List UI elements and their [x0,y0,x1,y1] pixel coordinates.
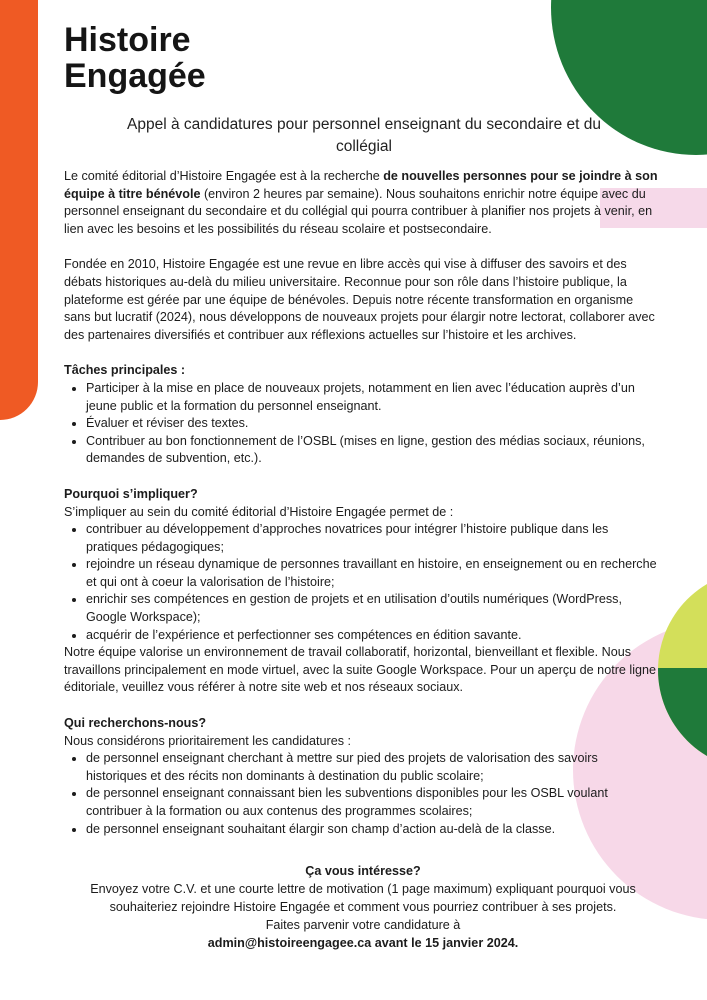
who-heading: Qui recherchons-nous? [64,716,207,731]
intro-bold-text: de nouvelles personnes pour se joindre à son équipe à titre bénévole [64,169,658,201]
tasks-list [64,380,662,468]
intro-paragraph [64,168,662,238]
green-half-decoration [658,668,707,770]
lime-green-circle-decoration [658,570,707,770]
list-item: • de personnel enseignant souhaitant élargir son champ d’action au-delà de la classe. [86,821,662,839]
orange-side-bar [0,0,38,420]
about-paragraph: Fondée en 2010, Histoire Engagée est une revue en libre accès qui vise à diffuser des savoirs et des débats historiques au-delà du milieu universitaire. Reconnue pour son rôle dans l’histoire publique, la plateforme est gérée par une équipe de bénévoles. Depuis notre récente transformation en organisme sans but lucratif (2024), nous développons de nouveaux projets pour élargir notre lectorat, collaborer avec des partenaires diversifiés et contribuer aux réflexions actuelles sur l’histoire et les archives. [64,257,655,342]
who-list [64,750,662,838]
list-item: • de personnel enseignant cherchant à mettre sur pied des projets de valorisation des savoirs historiques et des récits non dominants à destination du public scolaire; [86,750,662,785]
who-section [64,715,662,838]
list-item: • contribuer au développement d’approches novatrices pour intégrer l’histoire publique dans les pratiques pédagogiques; [86,521,662,556]
why-list [64,521,662,644]
tasks-section [64,362,662,468]
tasks-heading: Tâches principales : [64,363,186,378]
footer-send-to: Faites parvenir votre candidature à [265,918,461,933]
subtitle: Appel à candidatures pour personnel enseignant du secondaire et du collégial [127,116,601,155]
intro-text-start: Le comité éditorial d’Histoire Engagée est à la recherche [64,169,384,183]
list-item: • enrichir ses compétences en gestion de projets et en utilisation d’outils numériques (WordPress, Google Workspace); [86,591,662,626]
list-item: • rejoindre un réseau dynamique de personnes travaillant en histoire, en enseignement ou en recherche et qui ont à coeur la valorisation de l’histoire; [86,556,662,591]
list-item: • de personnel enseignant connaissant bien les subventions disponibles pour les OSBL voulant contribuer à la formation ou aux contenus des programmes scolaires; [86,785,662,820]
footer-heading: Ça vous intéresse? [305,864,421,879]
list-item: • Évaluer et réviser des textes. [86,415,662,433]
why-section [64,486,662,697]
why-lead: S’impliquer au sein du comité éditorial d’Histoire Engagée permet de : [64,504,454,519]
list-item: • Participer à la mise en place de nouveaux projets, notamment en lien avec l’éducation auprès d’un jeune public et la formation du personnel enseignant. [86,380,662,415]
why-closing: Notre équipe valorise un environnement de travail collaboratif, horizontal, bienveillant et flexible. Nous travaillons principalement en mode virtuel, avec la suite Google Workspace. Pour un aperçu de notre ligne éditoriale, veuillez vous référer à notre site web et nos réseaux sociaux. [64,645,656,695]
intro-text-end: (environ 2 heures par semaine). Nous souhaitons enrichir notre équipe avec du personnel enseignant du secondaire et du collégial qui pourra contribuer à planifier nos projets à venir, en lien avec les besoins et les possibilités du réseau scolaire et postsecondaire. [64,186,653,236]
title-line-2: Engagée [64,57,206,95]
document-body [64,22,662,952]
page-title [64,22,662,94]
contact-email [64,934,662,952]
who-lead: Nous considérons prioritairement les candidatures : [64,733,351,748]
title-line-1: Histoire [64,21,191,59]
contact-email-text: admin@histoireengagee.ca avant le 15 janvier 2024. [207,936,519,951]
list-item: • Contribuer au bon fonctionnement de l’OSBL (mises en ligne, gestion des médias sociaux, réunions, demandes de subvention, etc.). [86,433,662,468]
why-heading: Pourquoi s’impliquer? [64,486,198,501]
call-to-action [64,862,662,952]
footer-instructions: Envoyez votre C.V. et une courte lettre de motivation (1 page maximum) expliquant pourquoi vous souhaiteriez rejoindre Histoire Engagée et comment vous pourriez contribuer à ses projets. [90,882,636,915]
list-item: • acquérir de l’expérience et perfectionner ses compétences en édition savante. [86,627,662,645]
